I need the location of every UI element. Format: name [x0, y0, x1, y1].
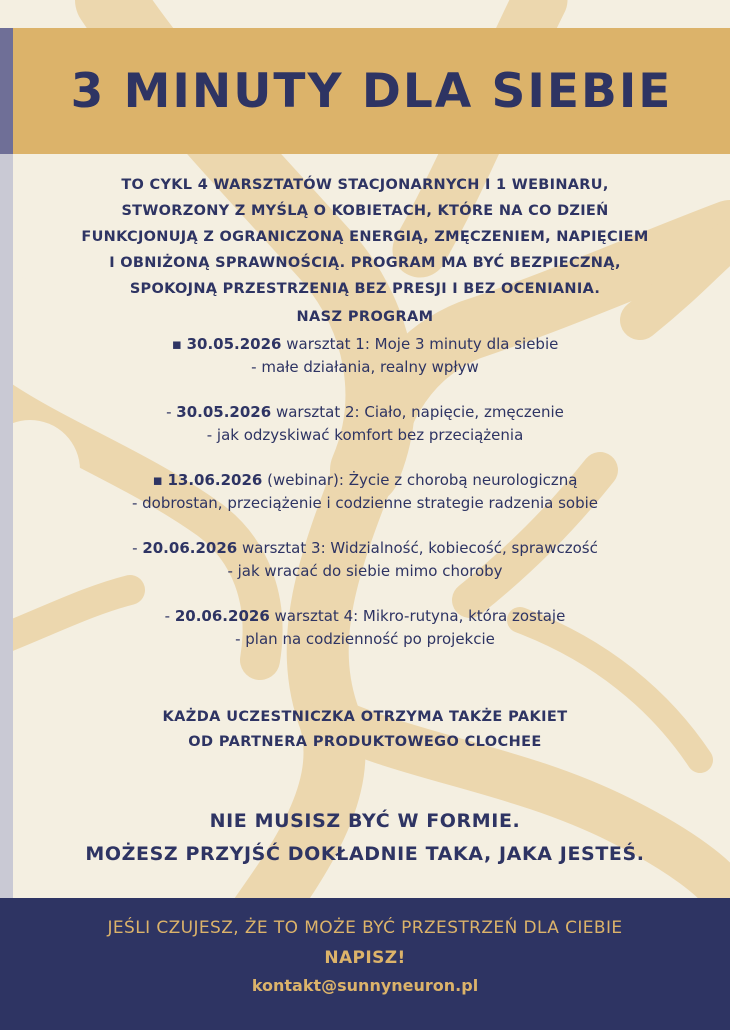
intro-paragraph	[60, 172, 670, 302]
program-item-title: warsztat 2: Ciało, napięcie, zmęczenie	[271, 403, 564, 421]
program-item-title: warsztat 1: Moje 3 minuty dla siebie	[281, 335, 559, 353]
intro-line: TO CYKL 4 WARSZTATÓW STACJONARNYCH I 1 WEBINARU,	[121, 177, 609, 193]
program-item-title: warsztat 4: Mikro-rutyna, która zostaje	[269, 607, 566, 625]
program-list	[0, 333, 730, 673]
program-item-bullet: -	[132, 539, 143, 557]
program-heading: NASZ PROGRAM	[296, 309, 434, 325]
header-band	[13, 28, 730, 154]
footer-call-to-action: NAPISZ!	[324, 948, 406, 968]
program-item-title: (webinar): Życie z chorobą neurologiczną	[262, 471, 578, 489]
program-item-date: 30.05.2026	[176, 403, 272, 421]
page-title: 3 MINUTY DLA SIEBIE	[70, 63, 673, 119]
program-item	[0, 401, 730, 469]
program-item-date: 13.06.2026	[167, 471, 263, 489]
intro-line: FUNKCJONUJĄ Z OGRANICZONĄ ENERGIĄ, ZMĘCZENIEM, NAPIĘCIEM	[81, 229, 649, 245]
tagline-line: NIE MUSISZ BYĆ W FORMIE.	[209, 810, 521, 832]
program-item-date: 20.06.2026	[174, 607, 270, 625]
program-item-date: 20.06.2026	[142, 539, 238, 557]
program-item-subtitle: - jak odzyskiwać komfort bez przeciążenia	[206, 426, 524, 444]
contact-email-link[interactable]: kontakt@sunnyneuron.pl	[251, 976, 479, 995]
program-item	[0, 333, 730, 401]
program-item-subtitle: - jak wracać do siebie mimo choroby	[227, 562, 503, 580]
program-item-subtitle: - plan na codzienność po projekcie	[235, 630, 495, 648]
program-item-title: warsztat 3: Widzialność, kobiecość, sprawczość	[237, 539, 598, 557]
gift-note	[0, 705, 730, 755]
program-item	[0, 537, 730, 605]
program-item-bullet: ▪	[152, 471, 168, 489]
gift-line: OD PARTNERA PRODUKTOWEGO CLOCHEE	[188, 734, 542, 750]
footer-invitation: JEŚLI CZUJESZ, ŻE TO MOŻE BYĆ PRZESTRZEŃ DLA CIEBIE	[107, 918, 623, 938]
footer-contact-band	[0, 898, 730, 1030]
program-item	[0, 469, 730, 537]
intro-line: STWORZONY Z MYŚLĄ O KOBIETACH, KTÓRE NA CO DZIEŃ	[121, 203, 609, 219]
left-accent-stripe-top	[0, 28, 13, 154]
tagline	[0, 805, 730, 871]
program-item	[0, 605, 730, 673]
tagline-line: MOŻESZ PRZYJŚĆ DOKŁADNIE TAKA, JAKA JESTEŚ.	[85, 843, 645, 865]
intro-line: I OBNIŻONĄ SPRAWNOŚCIĄ. PROGRAM MA BYĆ BEZPIECZNĄ,	[109, 255, 621, 271]
program-item-bullet: -	[166, 403, 177, 421]
gift-line: KAŻDA UCZESTNICZKA OTRZYMA TAKŻE PAKIET	[162, 709, 568, 725]
program-item-subtitle: - małe działania, realny wpływ	[251, 358, 479, 376]
intro-line: SPOKOJNĄ PRZESTRZENIĄ BEZ PRESJI I BEZ OCENIANIA.	[129, 281, 601, 297]
program-item-subtitle: - dobrostan, przeciążenie i codzienne strategie radzenia sobie	[131, 494, 599, 512]
program-item-date: 30.05.2026	[186, 335, 282, 353]
program-item-bullet: -	[164, 607, 175, 625]
program-item-bullet: ▪	[171, 335, 187, 353]
